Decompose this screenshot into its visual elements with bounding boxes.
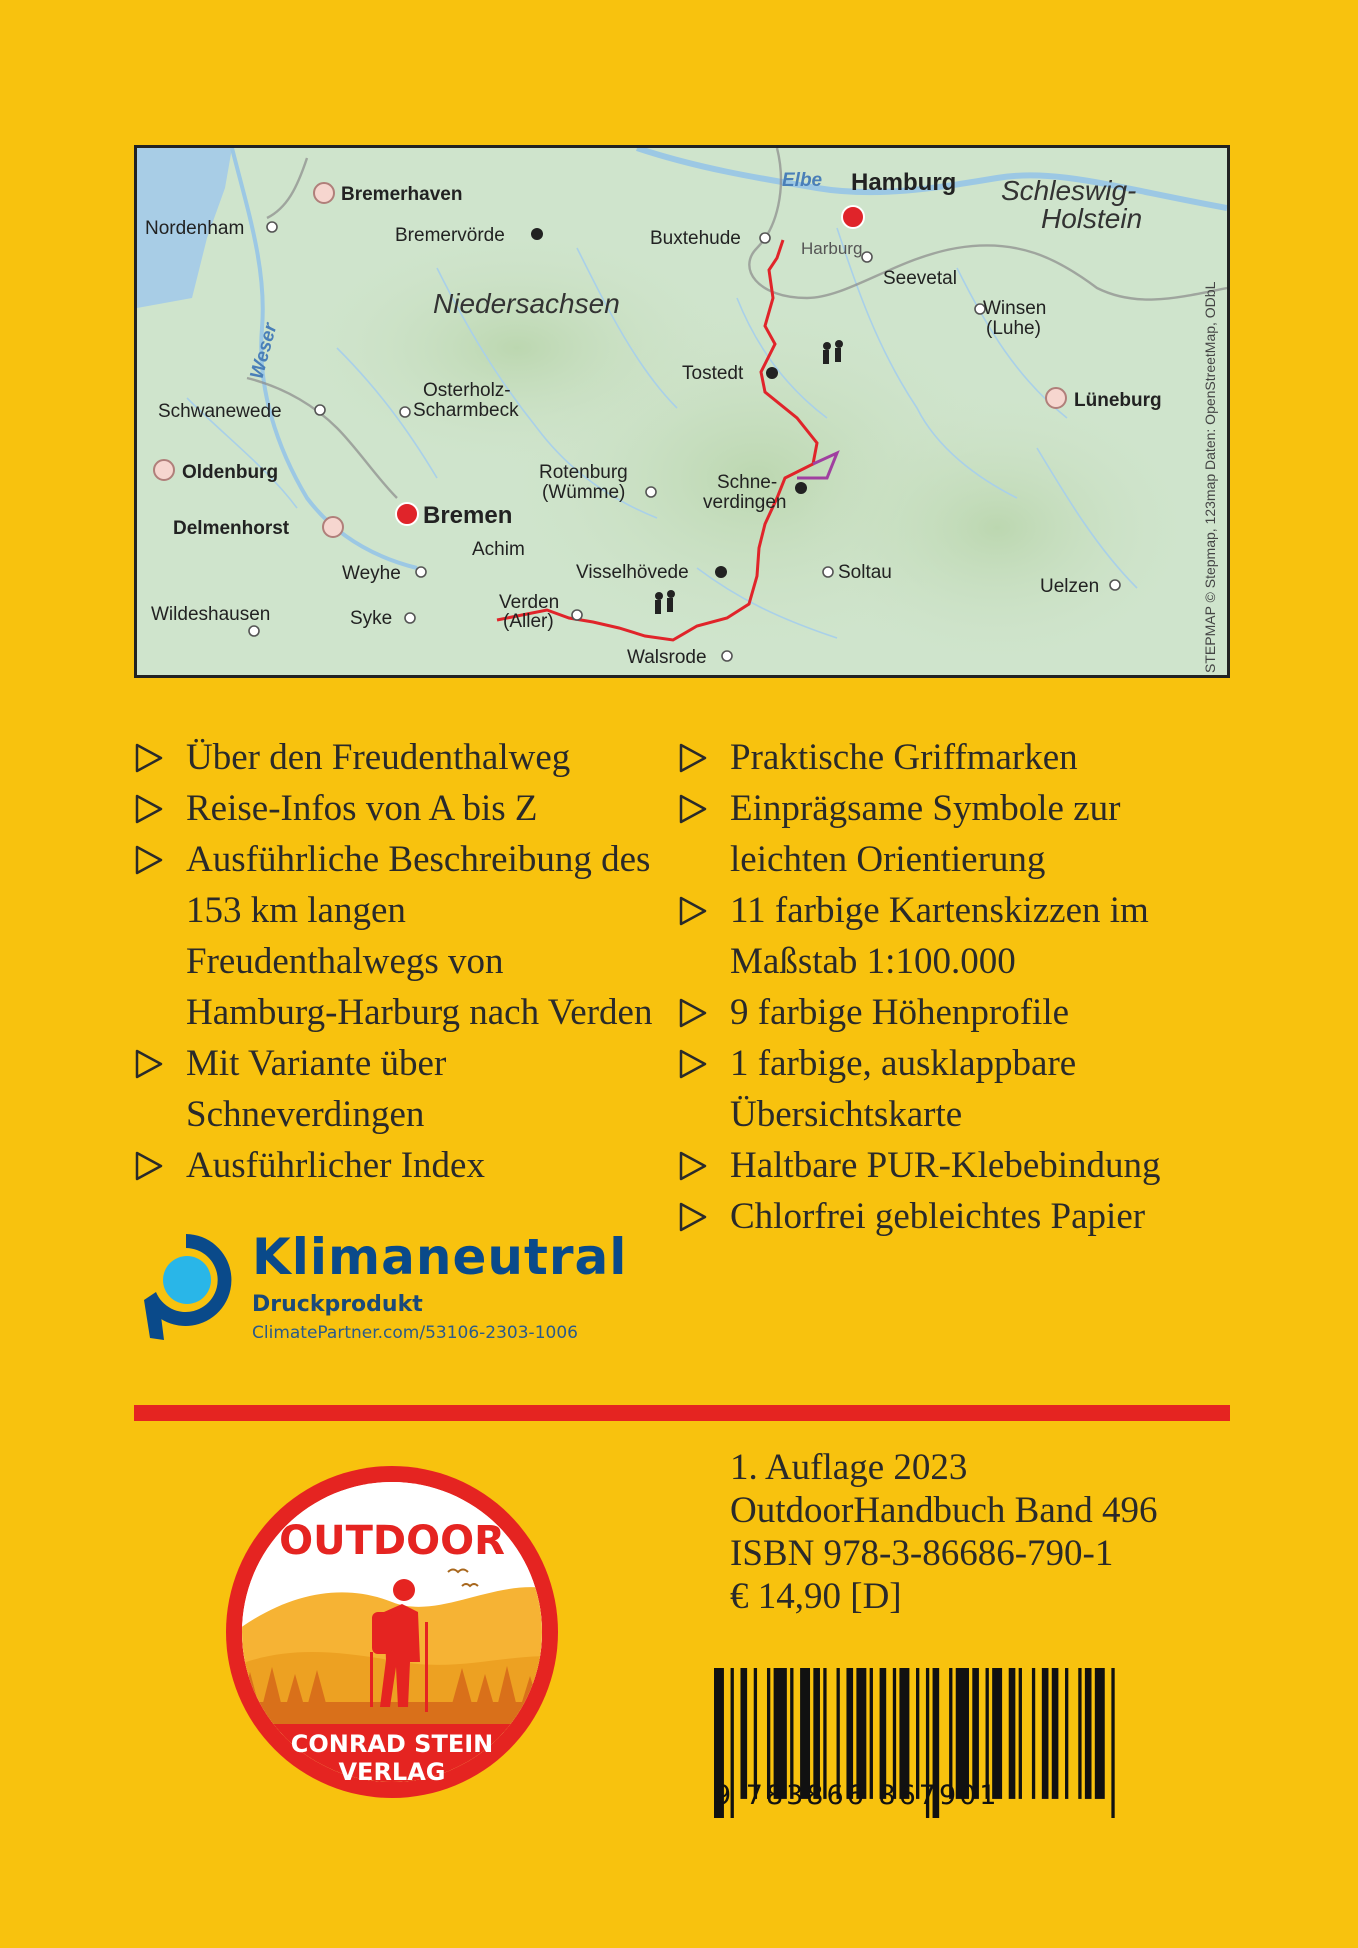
feature-left-text: Mit Variante über Schneverdingen	[186, 1043, 447, 1135]
klima-title: Klimaneutral	[252, 1228, 628, 1286]
city-label: Winsen	[983, 298, 1047, 319]
river-label-elbe: Elbe	[782, 170, 823, 191]
city-label: Soltau	[838, 562, 892, 583]
city-label: Verden	[499, 592, 560, 613]
city-label: Nordenham	[145, 218, 245, 239]
triangle-bullet-icon	[134, 1150, 164, 1182]
city-label: Tostedt	[682, 363, 744, 384]
feature-right-item	[678, 987, 1238, 1038]
publication-info	[730, 1446, 1158, 1618]
city-label: Achim	[472, 539, 525, 560]
region-label: Schleswig-	[1001, 175, 1137, 206]
city-label: Walsrode	[627, 647, 707, 668]
triangle-bullet-icon	[678, 1201, 708, 1233]
price: € 14,90 [D]	[730, 1576, 902, 1617]
climate-neutral-logo	[134, 1228, 674, 1348]
city-label: Harburg	[801, 239, 863, 258]
triangle-bullet-icon	[678, 742, 708, 774]
triangle-bullet-icon	[134, 793, 164, 825]
feature-right-item	[678, 783, 1238, 885]
feature-right-text: Praktische Griffmarken	[730, 737, 1078, 778]
triangle-bullet-icon	[678, 895, 708, 927]
city-label: Bremerhaven	[341, 184, 463, 205]
city-label: (Luhe)	[986, 318, 1041, 339]
badge-publisher-line1: CONRAD STEIN	[290, 1730, 494, 1758]
feature-left-text: Ausführlicher Index	[186, 1145, 485, 1186]
triangle-bullet-icon	[678, 997, 708, 1029]
feature-left-text: Über den Freudenthalweg	[186, 737, 571, 778]
badge-publisher-line2: VERLAG	[338, 1758, 446, 1786]
feature-right-text: Einprägsame Symbole zur leichten Orientierung	[730, 788, 1121, 880]
feature-list-right	[678, 732, 1238, 1242]
feature-right-text: 11 farbige Kartenskizzen im Maßstab 1:100.000	[730, 890, 1149, 982]
feature-left-text: Ausführliche Beschreibung des 153 km langen Freudenthalwegs von Hamburg-Harburg nach Verden	[186, 839, 653, 1033]
city-label: Schne-	[717, 472, 778, 493]
city-label: Schwanewede	[158, 401, 282, 422]
isbn: ISBN 978-3-86686-790-1	[730, 1533, 1114, 1574]
feature-list-left	[134, 732, 654, 1191]
feature-right-item	[678, 1140, 1238, 1191]
feature-right-text: Chlorfrei gebleichtes Papier	[730, 1196, 1146, 1237]
feature-right-item	[678, 1038, 1238, 1140]
feature-left-item	[134, 783, 654, 834]
region-label: Holstein	[1041, 203, 1143, 234]
city-label: Bremervörde	[395, 225, 505, 246]
red-divider	[134, 1405, 1230, 1421]
feature-right-item	[678, 885, 1238, 987]
climate-partner-icon	[134, 1228, 238, 1342]
triangle-bullet-icon	[678, 793, 708, 825]
city-label-large: Bremen	[423, 502, 513, 529]
triangle-bullet-icon	[134, 1048, 164, 1080]
city-label: Weyhe	[342, 563, 401, 584]
city-label: Buxtehude	[650, 228, 741, 249]
klima-url: ClimatePartner.com/53106-2303-1006	[252, 1323, 578, 1343]
triangle-bullet-icon	[134, 844, 164, 876]
city-label: Oldenburg	[182, 462, 279, 483]
triangle-bullet-icon	[678, 1150, 708, 1182]
feature-right-text: 9 farbige Höhenprofile	[730, 992, 1070, 1033]
city-label-large: Hamburg	[851, 169, 957, 196]
outdoor-badge	[222, 1462, 562, 1802]
city-label: Osterholz-	[423, 380, 511, 401]
city-label: Delmenhorst	[173, 518, 290, 539]
region-label: Niedersachsen	[433, 288, 620, 319]
edition: 1. Auflage 2023	[730, 1447, 968, 1488]
triangle-bullet-icon	[678, 1048, 708, 1080]
feature-right-text: Haltbare PUR-Klebebindung	[730, 1145, 1161, 1186]
klima-subtitle: Druckprodukt	[252, 1292, 423, 1317]
map-credit: STEPMAP © Stepmap, 123map Daten: OpenStreetMap, ODbL	[1202, 281, 1218, 673]
city-label: Rotenburg	[539, 462, 628, 483]
badge-title: OUTDOOR	[279, 1518, 505, 1564]
river-label-weser: Weser	[246, 321, 282, 382]
city-label: Visselhövede	[576, 562, 689, 583]
city-label: Wildeshausen	[151, 604, 271, 625]
feature-left-text: Reise-Infos von A bis Z	[186, 788, 538, 829]
city-label: Syke	[350, 608, 393, 629]
city-label: Scharmbeck	[413, 400, 519, 421]
city-label: Uelzen	[1040, 576, 1100, 597]
feature-right-text: 1 farbige, ausklappbare Übersichtskarte	[730, 1043, 1077, 1135]
feature-left-item	[134, 1038, 654, 1140]
city-label: verdingen	[703, 492, 787, 513]
city-label: Seevetal	[883, 268, 957, 289]
city-label: (Wümme)	[542, 482, 626, 503]
feature-left-item	[134, 732, 654, 783]
series: OutdoorHandbuch Band 496	[730, 1490, 1158, 1531]
feature-right-item	[678, 732, 1238, 783]
city-label: (Aller)	[503, 611, 554, 632]
feature-left-item	[134, 834, 654, 1038]
feature-left-item	[134, 1140, 654, 1191]
feature-right-item	[678, 1191, 1238, 1242]
overview-map	[134, 145, 1230, 678]
triangle-bullet-icon	[134, 742, 164, 774]
barcode-digits: 9 783866 867901	[714, 1780, 1000, 1811]
city-label: Lüneburg	[1074, 390, 1162, 411]
